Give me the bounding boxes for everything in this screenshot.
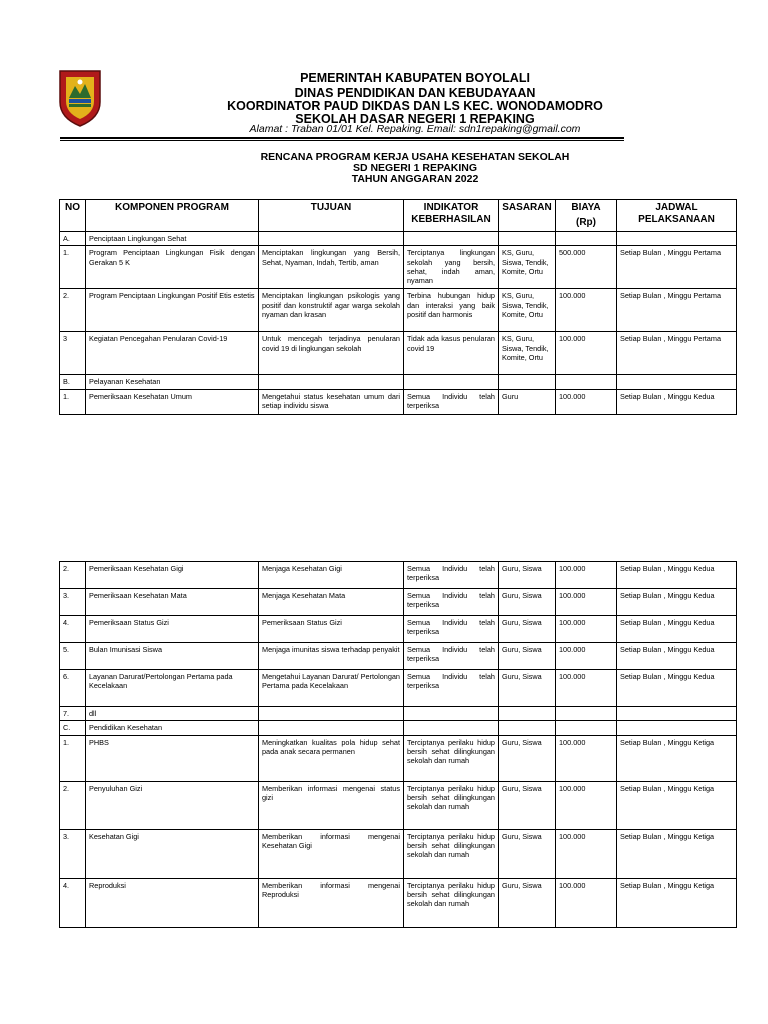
table-cell: Setiap Bulan , Minggu Kedua [617,562,737,589]
table-row [60,389,737,414]
table-cell: Terbina hubungan hidup dan interaksi yang baik positif dan harmonis [404,289,499,332]
document-subtitle-year: TAHUN ANGGARAN 2022 [351,173,479,185]
table-cell: Setiap Bulan , Minggu Kedua [617,643,737,670]
table-row [60,829,737,878]
table-cell: Pemeriksaan Status Gizi [259,616,404,643]
table-cell: Guru [499,389,556,414]
table-cell [617,707,737,721]
table-cell: Setiap Bulan , Minggu Ketiga [617,829,737,878]
table-cell: Setiap Bulan , Minggu Pertama [617,332,737,375]
table-cell: 1. [60,389,86,414]
table-cell: Guru, Siswa [499,616,556,643]
table-cell [404,721,499,735]
table-row [60,707,737,721]
table-cell: dll [86,707,259,721]
table-cell: A. [60,232,86,246]
section-row [60,375,737,389]
table-cell: 7. [60,707,86,721]
table-cell [404,707,499,721]
table-cell: Semua Individu telah terperiksa [404,389,499,414]
table-cell: KS, Guru, Siswa, Tendik, Komite, Ortu [499,332,556,375]
table-cell: Semua Individu telah terperiksa [404,562,499,589]
table-row [60,616,737,643]
col-header-indikator: INDIKATOR KEBERHASILAN [404,200,499,232]
table-cell: KS, Guru, Siswa, Tendik, Komite, Ortu [499,246,556,289]
table-cell: Pendidikan Kesehatan [86,721,259,735]
col-header-sasaran: SASARAN [499,200,556,232]
table-cell: Pemeriksaan Status Gizi [86,616,259,643]
header-government: PEMERINTAH KABUPATEN BOYOLALI [300,71,530,85]
table-cell [556,232,617,246]
table-cell: Guru, Siswa [499,878,556,927]
table-cell: Setiap Bulan , Minggu Kedua [617,589,737,616]
table-cell: Setiap Bulan , Minggu Ketiga [617,735,737,781]
table-cell: Terciptanya perilaku hidup bersih sehat dilingkungan sekolah dan rumah [404,735,499,781]
header-coordinator: KOORDINATOR PAUD DIKDAS DAN LS KEC. WONODAMODRO [227,99,603,113]
table-cell: Kesehatan Gigi [86,829,259,878]
table-cell: Memberikan informasi mengenai Kesehatan Gigi [259,829,404,878]
table-cell: 2. [60,562,86,589]
document-subtitle-school: SD NEGERI 1 REPAKING [352,162,478,174]
table-cell: KS, Guru, Siswa, Tendik, Komite, Ortu [499,289,556,332]
table-cell: Menciptakan lingkungan psikologis yang positif dan konstruktif agar warga sekolah nyaman dan krasan [259,289,404,332]
table-cell: Memberikan informasi mengenai Reproduksi [259,878,404,927]
table-cell: 3. [60,829,86,878]
table-cell: Program Penciptaan Lingkungan Fisik dengan Gerakan 5 K [86,246,259,289]
table-cell: Setiap Bulan , Minggu Kedua [617,670,737,707]
table-cell: Layanan Darurat/Pertolongan Pertama pada Kecelakaan [86,670,259,707]
table-cell [499,375,556,389]
table-cell: Guru, Siswa [499,670,556,707]
table-cell: 100.000 [556,781,617,829]
table-cell [617,232,737,246]
table-cell [259,721,404,735]
table-cell: Terciptanya perilaku hidup bersih sehat dilingkungan sekolah dan rumah [404,829,499,878]
table-cell: Reproduksi [86,878,259,927]
table-cell [617,375,737,389]
table-cell: Program Penciptaan Lingkungan Positif Etis estetis [86,289,259,332]
table-cell [259,375,404,389]
col-header-tujuan: TUJUAN [259,200,404,232]
document-title: RENCANA PROGRAM KERJA USAHA KESEHATAN SEKOLAH [260,151,570,163]
table-cell: 3. [60,589,86,616]
table-cell: 2. [60,289,86,332]
table-cell: Setiap Bulan , Minggu Ketiga [617,878,737,927]
table-cell [499,721,556,735]
section-row [60,232,737,246]
table-cell: 100.000 [556,562,617,589]
table-cell: C. [60,721,86,735]
table-cell: 4. [60,616,86,643]
table-cell [404,375,499,389]
table-cell: 100.000 [556,829,617,878]
section-row [60,721,737,735]
table-cell: Bulan Imunisasi Siswa [86,643,259,670]
table-row [60,246,737,289]
table-row [60,670,737,707]
table-cell: Menjaga Kesehatan Gigi [259,562,404,589]
table-row [60,589,737,616]
table-cell: Mengetahui status kesehatan umum dari setiap individu siswa [259,389,404,414]
table-row [60,289,737,332]
table-cell [556,375,617,389]
table-cell: 1. [60,246,86,289]
table-cell: 100.000 [556,289,617,332]
table-cell [617,721,737,735]
table-cell: Untuk mencegah terjadinya penularan covid 19 di lingkungan sekolah [259,332,404,375]
table-cell: Mengetahui Layanan Darurat/ Pertolongan Pertama pada Kecelakaan [259,670,404,707]
table-cell: B. [60,375,86,389]
table-cell: Semua Individu telah terperiksa [404,616,499,643]
table-cell: Semua Individu telah terperiksa [404,643,499,670]
table-cell: Guru, Siswa [499,829,556,878]
table-cell: 500.000 [556,246,617,289]
table-row [60,878,737,927]
boyolali-regency-emblem-icon [58,68,102,128]
table-cell [259,707,404,721]
table-row [60,643,737,670]
table-cell [259,232,404,246]
letterhead-divider [60,137,624,139]
table-cell: Terciptanya lingkungan sekolah yang bersih, sehat, indah aman, nyaman [404,246,499,289]
table-cell: 100.000 [556,735,617,781]
col-header-komponen: KOMPONEN PROGRAM [86,200,259,232]
table-cell: 3 [60,332,86,375]
table-cell: Setiap Bulan , Minggu Kedua [617,389,737,414]
header-agency: DINAS PENDIDIKAN DAN KEBUDAYAAN [294,86,536,100]
col-header-jadwal: JADWAL PELAKSANAAN [617,200,737,232]
table-cell: 4. [60,878,86,927]
table-cell: 100.000 [556,643,617,670]
table-cell: Terciptanya perilaku hidup bersih sehat dilingkungan sekolah dan rumah [404,878,499,927]
table-cell: 100.000 [556,670,617,707]
work-plan-table-page2 [59,561,737,928]
work-plan-table-page1 [59,199,737,415]
table-cell: 100.000 [556,389,617,414]
table-cell: Guru, Siswa [499,589,556,616]
header-address: Alamat : Traban 01/01 Kel. Repaking. Email: sdn1repaking@gmail.com [249,123,581,135]
table-cell: Guru, Siswa [499,643,556,670]
table-cell: PHBS [86,735,259,781]
letterhead-divider-thin [60,140,624,141]
table-cell [404,232,499,246]
table-cell: 6. [60,670,86,707]
table-cell: Pemeriksaan Kesehatan Umum [86,389,259,414]
table-cell: Menjaga imunitas siswa terhadap penyakit [259,643,404,670]
table-cell: Penciptaan Lingkungan Sehat [86,232,259,246]
table-cell: 100.000 [556,616,617,643]
table-cell: Tidak ada kasus penularan covid 19 [404,332,499,375]
table-cell: 100.000 [556,589,617,616]
table-cell: Menciptakan lingkungan yang Bersih, Sehat, Nyaman, Indah, Tertib, aman [259,246,404,289]
table-cell: 1. [60,735,86,781]
table-cell: Memberikan informasi mengenai status gizi [259,781,404,829]
table-cell: 100.000 [556,878,617,927]
table-cell: Guru, Siswa [499,735,556,781]
table-cell [499,232,556,246]
table-row [60,332,737,375]
table-cell: Penyuluhan Gizi [86,781,259,829]
table-cell [556,707,617,721]
table-row [60,735,737,781]
col-header-no: NO [60,200,86,232]
table-header-row [60,200,737,232]
table-cell: Setiap Bulan , Minggu Pertama [617,246,737,289]
table-row [60,562,737,589]
table-row [60,781,737,829]
table-cell: Setiap Bulan , Minggu Ketiga [617,781,737,829]
table-cell: Pemeriksaan Kesehatan Mata [86,589,259,616]
header-school: SEKOLAH DASAR NEGERI 1 REPAKING [295,112,535,126]
table-cell: Pelayanan Kesehatan [86,375,259,389]
table-cell: Semua Individu telah terperiksa [404,670,499,707]
table-cell: Pemeriksaan Kesehatan Gigi [86,562,259,589]
table-cell: 5. [60,643,86,670]
table-cell: 2. [60,781,86,829]
table-cell: Terciptanya perilaku hidup bersih sehat dilingkungan sekolah dan rumah [404,781,499,829]
table-cell: Kegiatan Pencegahan Penularan Covid-19 [86,332,259,375]
table-cell: Meningkatkan kualitas pola hidup sehat pada anak secara permanen [259,735,404,781]
table-cell: Guru, Siswa [499,781,556,829]
table-cell: Setiap Bulan , Minggu Pertama [617,289,737,332]
table-cell: Semua Individu telah terperiksa [404,589,499,616]
table-cell [556,721,617,735]
table-cell: Guru, Siswa [499,562,556,589]
col-header-biaya: BIAYA (Rp) [556,200,617,232]
table-cell: 100.000 [556,332,617,375]
table-cell [499,707,556,721]
table-cell: Menjaga Kesehatan Mata [259,589,404,616]
table-cell: Setiap Bulan , Minggu Kedua [617,616,737,643]
